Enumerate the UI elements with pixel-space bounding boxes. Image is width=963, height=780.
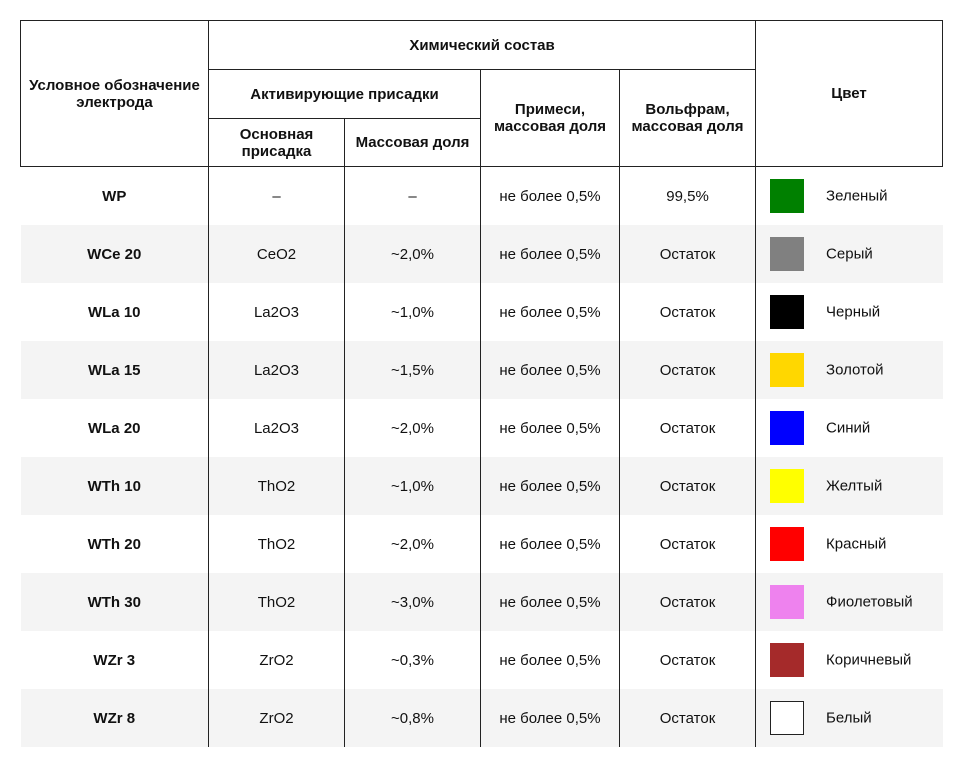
impurities-cell: не более 0,5% — [481, 167, 620, 226]
mass-fraction-cell: ~0,8% — [345, 689, 481, 747]
table-row — [21, 225, 943, 283]
designation-cell: WTh 30 — [21, 573, 209, 631]
color-name: Белый — [826, 709, 872, 727]
color-cell — [756, 689, 943, 747]
mass-fraction-cell: ~3,0% — [345, 573, 481, 631]
color-swatch — [770, 527, 804, 561]
main-additive-cell: ZrO2 — [209, 631, 345, 689]
electrode-table — [20, 20, 943, 747]
mass-fraction-cell: ~1,0% — [345, 457, 481, 515]
color-name: Черный — [826, 303, 881, 321]
color-cell — [756, 167, 943, 226]
table-row — [21, 341, 943, 399]
color-name: Синий — [826, 419, 871, 437]
table-row — [21, 457, 943, 515]
color-cell — [756, 341, 943, 399]
header-designation: Условное обозначение электрода — [21, 21, 209, 167]
tungsten-cell: 99,5% — [620, 167, 756, 226]
table-row — [21, 515, 943, 573]
designation-cell: WLa 20 — [21, 399, 209, 457]
header-impurities: Примеси, массовая доля — [481, 70, 620, 167]
impurities-cell: не более 0,5% — [481, 283, 620, 341]
header-tungsten: Вольфрам, массовая доля — [620, 70, 756, 167]
main-additive-cell: La2O3 — [209, 341, 345, 399]
main-additive-cell: ThO2 — [209, 573, 345, 631]
color-name: Красный — [826, 535, 887, 553]
color-swatch — [770, 353, 804, 387]
main-additive-cell: – — [209, 167, 345, 226]
color-swatch — [770, 643, 804, 677]
designation-cell: WTh 10 — [21, 457, 209, 515]
mass-fraction-cell: ~2,0% — [345, 399, 481, 457]
impurities-cell: не более 0,5% — [481, 689, 620, 747]
table-row — [21, 573, 943, 631]
table-row — [21, 399, 943, 457]
color-cell — [756, 457, 943, 515]
designation-cell: WZr 3 — [21, 631, 209, 689]
table-body — [21, 167, 943, 748]
color-name: Золотой — [826, 361, 884, 379]
tungsten-cell: Остаток — [620, 457, 756, 515]
designation-cell: WP — [21, 167, 209, 226]
header-main-additive: Основная присадка — [209, 119, 345, 167]
tungsten-cell: Остаток — [620, 689, 756, 747]
color-cell — [756, 283, 943, 341]
mass-fraction-cell: ~2,0% — [345, 225, 481, 283]
tungsten-cell: Остаток — [620, 283, 756, 341]
designation-cell: WZr 8 — [21, 689, 209, 747]
designation-cell: WLa 10 — [21, 283, 209, 341]
mass-fraction-cell: – — [345, 167, 481, 226]
color-cell — [756, 515, 943, 573]
color-swatch — [770, 585, 804, 619]
color-cell — [756, 573, 943, 631]
designation-cell: WCe 20 — [21, 225, 209, 283]
tungsten-cell: Остаток — [620, 631, 756, 689]
color-cell — [756, 399, 943, 457]
impurities-cell: не более 0,5% — [481, 631, 620, 689]
table-row — [21, 167, 943, 226]
color-name: Серый — [826, 245, 873, 263]
header-activating-additives: Активирующие присадки — [209, 70, 481, 119]
table-row — [21, 689, 943, 747]
color-swatch — [770, 411, 804, 445]
color-swatch — [770, 295, 804, 329]
main-additive-cell: ThO2 — [209, 515, 345, 573]
impurities-cell: не более 0,5% — [481, 573, 620, 631]
designation-cell: WTh 20 — [21, 515, 209, 573]
color-cell — [756, 631, 943, 689]
color-name: Фиолетовый — [826, 593, 913, 611]
main-additive-cell: La2O3 — [209, 283, 345, 341]
mass-fraction-cell: ~1,0% — [345, 283, 481, 341]
color-cell — [756, 225, 943, 283]
color-name: Желтый — [826, 477, 883, 495]
impurities-cell: не более 0,5% — [481, 399, 620, 457]
color-name: Зеленый — [826, 187, 888, 205]
main-additive-cell: ZrO2 — [209, 689, 345, 747]
mass-fraction-cell: ~1,5% — [345, 341, 481, 399]
tungsten-cell: Остаток — [620, 573, 756, 631]
header-color: Цвет — [756, 21, 943, 167]
impurities-cell: не более 0,5% — [481, 457, 620, 515]
impurities-cell: не более 0,5% — [481, 515, 620, 573]
tungsten-cell: Остаток — [620, 225, 756, 283]
header-chem-composition: Химический состав — [209, 21, 756, 70]
impurities-cell: не более 0,5% — [481, 225, 620, 283]
impurities-cell: не более 0,5% — [481, 341, 620, 399]
tungsten-cell: Остаток — [620, 399, 756, 457]
table-row — [21, 283, 943, 341]
color-swatch — [770, 701, 804, 735]
mass-fraction-cell: ~2,0% — [345, 515, 481, 573]
mass-fraction-cell: ~0,3% — [345, 631, 481, 689]
tungsten-cell: Остаток — [620, 341, 756, 399]
table-header — [21, 21, 943, 167]
color-swatch — [770, 237, 804, 271]
main-additive-cell: La2O3 — [209, 399, 345, 457]
color-swatch — [770, 179, 804, 213]
main-additive-cell: CeO2 — [209, 225, 345, 283]
table-row — [21, 631, 943, 689]
color-swatch — [770, 469, 804, 503]
designation-cell: WLa 15 — [21, 341, 209, 399]
color-name: Коричневый — [826, 651, 912, 669]
main-additive-cell: ThO2 — [209, 457, 345, 515]
header-mass-fraction: Массовая доля — [345, 119, 481, 167]
tungsten-cell: Остаток — [620, 515, 756, 573]
